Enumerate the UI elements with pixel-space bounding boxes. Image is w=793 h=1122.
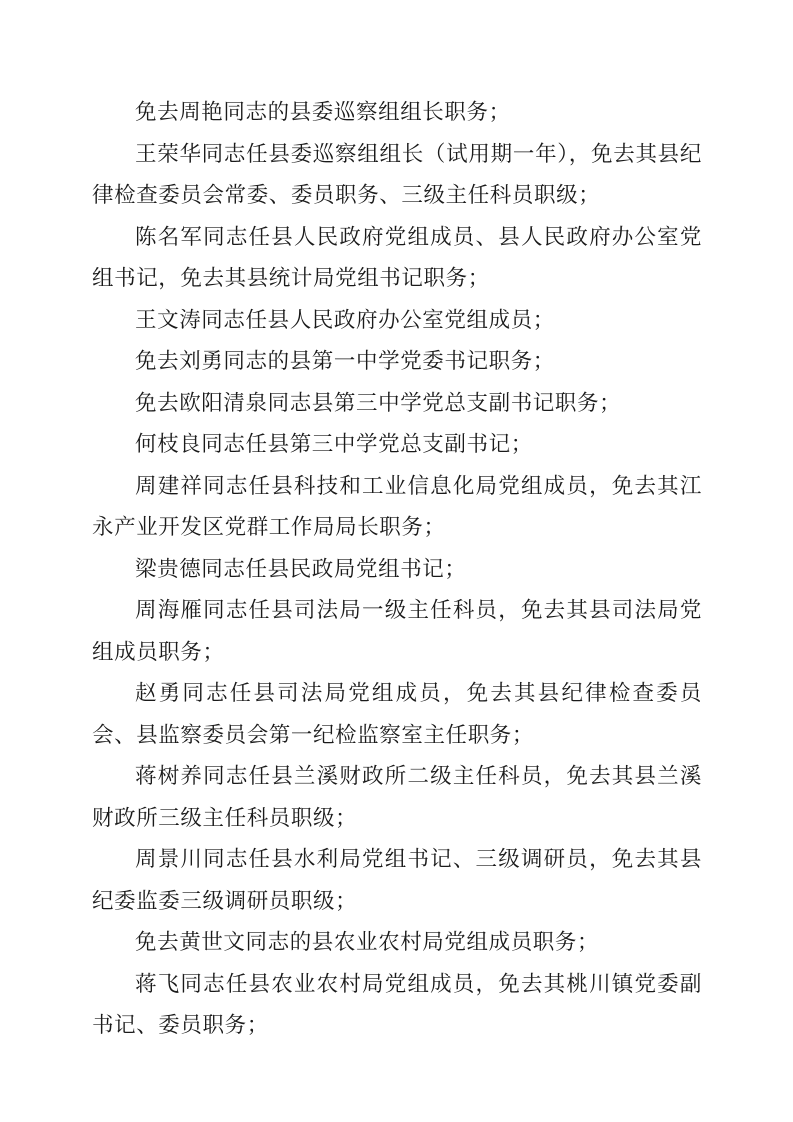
paragraph: 周建祥同志任县科技和工业信息化局党组成员，免去其江永产业开发区党群工作局局长职务； xyxy=(92,473,702,539)
paragraph: 免去黄世文同志的县农业农村局党组成员职务； xyxy=(135,930,600,954)
paragraph: 赵勇同志任县司法局党组成员，免去其县纪律检查委员会、县监察委员会第一纪检监察室主任职务； xyxy=(92,681,702,747)
paragraph: 免去刘勇同志的县第一中学党委书记职务； xyxy=(135,349,555,373)
paragraph: 蒋树养同志任县兰溪财政所二级主任科员，免去其县兰溪财政所三级主任科员职级； xyxy=(92,764,702,830)
paragraph: 蒋飞同志任县农业农村局党组成员，免去其桃川镇党委副书记、委员职务； xyxy=(92,971,702,1037)
paragraph: 免去欧阳清泉同志县第三中学党总支副书记职务； xyxy=(135,390,622,415)
paragraph: 周景川同志任县水利局党组书记、三级调研员，免去其县纪委监委三级调研员职级； xyxy=(92,847,702,913)
paragraph: 王荣华同志任县委巡察组组长（试用期一年），免去其县纪律检查委员会常委、委员职务、三级主任科员职级； xyxy=(92,141,702,207)
paragraph: 免去周艳同志的县委巡察组组长职务； xyxy=(135,100,511,124)
paragraph: 何枝良同志任县第三中学党总支副书记； xyxy=(135,432,533,456)
paragraph: 周海雁同志任县司法局一级主任科员，免去其县司法局党组成员职务； xyxy=(92,598,702,664)
paragraph: 梁贵德同志任县民政局党组书记； xyxy=(135,556,467,581)
paragraph: 陈名军同志任县人民政府党组成员、县人民政府办公室党组书记，免去其县统计局党组书记职务； xyxy=(92,224,702,290)
paragraph: 王文涛同志任县人民政府办公室党组成员； xyxy=(135,307,555,332)
document-body xyxy=(92,92,702,1047)
